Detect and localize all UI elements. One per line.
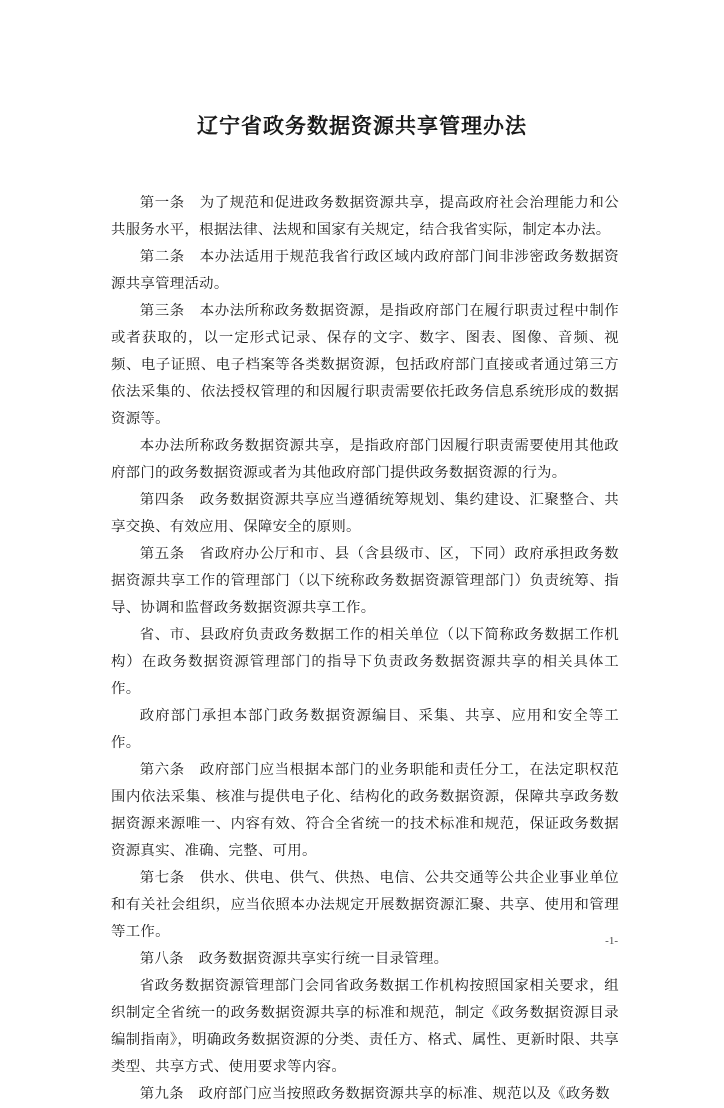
article-5-departments-paragraph: 政府部门承担本部门政务数据资源编目、采集、共享、应用和安全等工作。 (111, 708, 619, 751)
document-title: 辽宁省政务数据资源共享管理办法 (197, 113, 527, 138)
article-6-paragraph: 第六条 政府部门应当根据本部门的业务职能和责任分工，在法定职权范围内依法采集、核准与提供电子化、结构化的政务数据资源，保障共享政务数据资源来源唯一、内容有效、符合全省统一的技术标准和规范，保证政务数据资源真实、准确、完整、可用。 (111, 762, 619, 859)
article-2-paragraph: 第二条 本办法适用于规范我省行政区域内政府部门间非涉密政务数据资源共享管理活动。 (111, 249, 619, 292)
article-8-catalog-paragraph: 省政务数据资源管理部门会同省政务数据工作机构按照国家相关要求，组织制定全省统一的政务数据资源共享的标准和规范，制定《政务数据资源目录编制指南》，明确政务数据资源的分类、责任方、格式、属性、更新时限、共享类型、共享方式、使用要求等内容。 (111, 978, 619, 1075)
article-5-paragraph: 第五条 省政府办公厅和市、县（含县级市、区，下同）政府承担政务数据资源共享工作的管理部门（以下统称政务数据资源管理部门）负责统筹、指导、协调和监督政务数据资源共享工作。 (111, 546, 619, 616)
document-body (111, 190, 619, 1108)
article-3-sharing-definition-paragraph: 本办法所称政务数据资源共享，是指政府部门因履行职责需要使用其他政府部门的政务数据资源或者为其他政府部门提供政务数据资源的行为。 (111, 438, 619, 481)
article-4-paragraph: 第四条 政务数据资源共享应当遵循统筹规划、集约建设、汇聚整合、共享交换、有效应用、保障安全的原则。 (111, 492, 619, 535)
article-8-paragraph: 第八条 政务数据资源共享实行统一目录管理。 (139, 951, 449, 967)
article-9-paragraph: 第九条 政府部门应当按照政务数据资源共享的标准、规范以及《政务数 (139, 1086, 610, 1102)
page-number: -1- (605, 935, 618, 947)
article-3-paragraph: 第三条 本办法所称政务数据资源，是指政府部门在履行职责过程中制作或者获取的，以一定形式记录、保存的文字、数字、图表、图像、音频、视频、电子证照、电子档案等各类数据资源，包括政府部门直接或者通过第三方依法采集的、依法授权管理的和因履行职责需要依托政务信息系统形成的数据资源等。 (111, 303, 619, 427)
article-7-paragraph: 第七条 供水、供电、供气、供热、电信、公共交通等公共企业事业单位和有关社会组织，应当依照本办法规定开展数据资源汇聚、共享、使用和管理等工作。 (111, 870, 619, 940)
article-5-data-agency-paragraph: 省、市、县政府负责政务数据工作的相关单位（以下简称政务数据工作机构）在政务数据资源管理部门的指导下负责政务数据资源共享的相关具体工作。 (111, 627, 619, 697)
article-1-paragraph: 第一条 为了规范和促进政务数据资源共享，提高政府社会治理能力和公共服务水平，根据法律、法规和国家有关规定，结合我省实际，制定本办法。 (111, 195, 619, 238)
